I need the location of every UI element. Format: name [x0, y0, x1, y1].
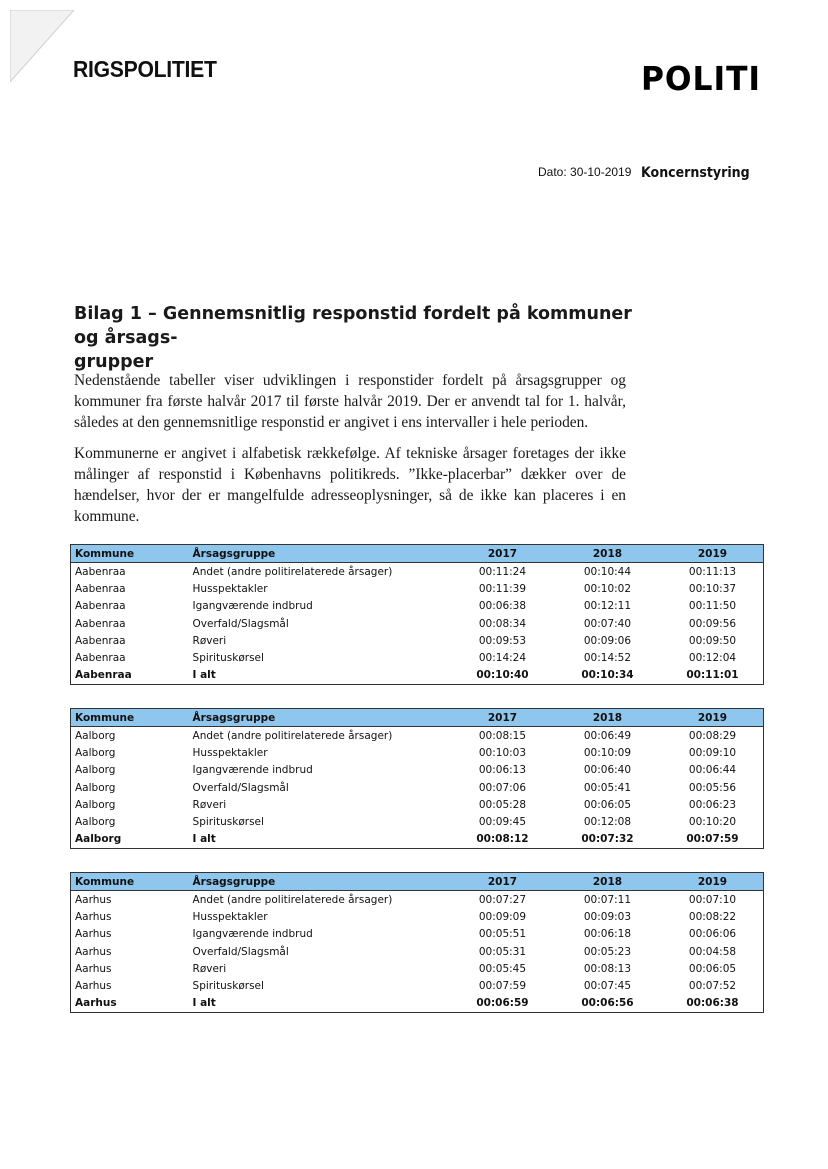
- header-kommune: Kommune: [71, 873, 189, 891]
- response-time-table-aarhus: [70, 872, 764, 1013]
- cell-kommune: Aarhus: [75, 910, 112, 923]
- cell-2018: 00:10:09: [583, 746, 632, 759]
- cell-2017: 00:07:59: [478, 980, 527, 993]
- cell-2019: 00:06:06: [688, 928, 737, 941]
- cell-kommune: Aalborg: [75, 764, 116, 777]
- table-row: [71, 926, 764, 943]
- cell-2017: 00:05:31: [478, 945, 527, 958]
- header-2018: 2018: [553, 545, 658, 563]
- table-row: [71, 632, 764, 649]
- cell-2017: 00:08:15: [478, 729, 527, 742]
- cell-kommune: Aalborg: [75, 729, 116, 742]
- cell-2018: 00:10:34: [581, 669, 634, 682]
- table-row: [71, 563, 764, 581]
- cell-2017: 00:08:34: [478, 617, 527, 630]
- heading-line-1: Bilag 1 – Gennemsnitlig responstid fordelt på kommuner og årsags-: [74, 304, 632, 348]
- table-body: [71, 727, 764, 849]
- cell-2019: 00:06:05: [688, 962, 737, 975]
- department-name: Koncernstyring: [641, 165, 750, 181]
- cell-2017: 00:08:12: [476, 833, 529, 846]
- cell-kommune: Aabenraa: [75, 652, 126, 665]
- cell-2019: 00:09:50: [688, 634, 737, 647]
- cell-2017: 00:07:27: [478, 893, 527, 906]
- cell-arsagsgruppe: Røveri: [192, 634, 227, 647]
- table-total-row: [71, 667, 764, 685]
- table-header-row: [71, 873, 764, 891]
- cell-2019: 00:06:23: [688, 798, 737, 811]
- table-row: [71, 615, 764, 632]
- table-row: [71, 796, 764, 813]
- cell-2019: 00:06:44: [688, 764, 737, 777]
- heading-line-2: grupper: [74, 352, 154, 372]
- cell-kommune: Aarhus: [75, 997, 117, 1010]
- cell-2018: 00:09:03: [583, 910, 632, 923]
- cell-2018: 00:05:23: [583, 945, 632, 958]
- politi-logo: POLITI: [641, 59, 762, 98]
- table-row: [71, 960, 764, 977]
- cell-2019: 00:04:58: [688, 945, 737, 958]
- cell-arsagsgruppe: Andet (andre politirelaterede årsager): [192, 565, 393, 578]
- cell-2018: 00:10:44: [583, 565, 632, 578]
- cell-2018: 00:06:18: [583, 928, 632, 941]
- cell-2018: 00:07:32: [581, 833, 634, 846]
- cell-arsagsgruppe: Røveri: [192, 962, 227, 975]
- header-2017: 2017: [448, 709, 553, 727]
- table-total-row: [71, 995, 764, 1013]
- cell-2018: 00:06:40: [583, 764, 632, 777]
- table-row: [71, 779, 764, 796]
- cell-kommune: Aarhus: [75, 945, 112, 958]
- header-2017: 2017: [448, 545, 553, 563]
- header-arsagsgruppe: Årsagsgruppe: [189, 709, 448, 727]
- cell-2019: 00:10:20: [688, 816, 737, 829]
- cell-2019: 00:06:38: [686, 997, 739, 1010]
- cell-kommune: Aabenraa: [75, 582, 126, 595]
- cell-2019: 00:05:56: [688, 781, 737, 794]
- cell-2018: 00:09:06: [583, 634, 632, 647]
- table-total-row: [71, 831, 764, 849]
- header-2019: 2019: [658, 709, 764, 727]
- header-arsagsgruppe: Årsagsgruppe: [189, 545, 448, 563]
- cell-2017: 00:06:59: [476, 997, 529, 1010]
- header-2019: 2019: [658, 545, 764, 563]
- table-header-row: [71, 545, 764, 563]
- cell-kommune: Aalborg: [75, 833, 122, 846]
- cell-2019: 00:12:04: [688, 652, 737, 665]
- intro-paragraph: Nedenstående tabeller viser udviklingen i responstider fordelt på årsagsgrupper og kommuner fra første halvår 2017 til første halvår 2019. Der er anvendt tal for 1. halvår, således at den gennemsnitlige responstid er angivet i ens intervaller i hele perioden.: [74, 372, 626, 431]
- table-row: [71, 744, 764, 761]
- table-body: [71, 563, 764, 685]
- cell-2017: 00:05:45: [478, 962, 527, 975]
- cell-2019: 00:07:10: [688, 893, 737, 906]
- cell-kommune: Aalborg: [75, 781, 116, 794]
- org-name: RIGSPOLITIET: [73, 56, 217, 82]
- cell-2018: 00:06:49: [583, 729, 632, 742]
- table-row: [71, 977, 764, 994]
- cell-2017: 00:05:28: [478, 798, 527, 811]
- cell-2018: 00:08:13: [583, 962, 632, 975]
- corner-fold-mark: [10, 10, 76, 84]
- table-body: [71, 891, 764, 1013]
- table-row: [71, 762, 764, 779]
- cell-arsagsgruppe: I alt: [192, 669, 216, 682]
- document-date: Dato: 30-10-2019: [538, 165, 632, 179]
- cell-2018: 00:10:02: [583, 582, 632, 595]
- cell-2018: 00:07:11: [583, 893, 632, 906]
- cell-arsagsgruppe: Røveri: [192, 798, 227, 811]
- cell-arsagsgruppe: Husspektakler: [192, 582, 268, 595]
- cell-kommune: Aabenraa: [75, 617, 126, 630]
- cell-2017: 00:09:45: [478, 816, 527, 829]
- table-row: [71, 891, 764, 909]
- cell-arsagsgruppe: Andet (andre politirelaterede årsager): [192, 893, 393, 906]
- cell-arsagsgruppe: Spirituskørsel: [192, 816, 264, 829]
- cell-arsagsgruppe: Spirituskørsel: [192, 652, 264, 665]
- table-row: [71, 908, 764, 925]
- cell-arsagsgruppe: Husspektakler: [192, 910, 268, 923]
- cell-arsagsgruppe: Spirituskørsel: [192, 980, 264, 993]
- table-row: [71, 649, 764, 666]
- cell-arsagsgruppe: Andet (andre politirelaterede årsager): [192, 729, 393, 742]
- header-2019: 2019: [658, 873, 764, 891]
- header-arsagsgruppe: Årsagsgruppe: [189, 873, 448, 891]
- cell-2019: 00:10:37: [688, 582, 737, 595]
- cell-arsagsgruppe: Igangværende indbrud: [192, 928, 313, 941]
- cell-arsagsgruppe: I alt: [192, 997, 216, 1010]
- cell-2017: 00:07:06: [478, 781, 527, 794]
- header-2018: 2018: [553, 709, 658, 727]
- cell-kommune: Aalborg: [75, 798, 116, 811]
- cell-arsagsgruppe: I alt: [192, 833, 216, 846]
- response-time-table-aalborg: [70, 708, 764, 849]
- cell-2019: 00:11:50: [688, 600, 737, 613]
- cell-kommune: Aalborg: [75, 816, 116, 829]
- cell-arsagsgruppe: Igangværende indbrud: [192, 764, 313, 777]
- cell-2019: 00:11:13: [688, 565, 737, 578]
- cell-2017: 00:06:38: [478, 600, 527, 613]
- notes-paragraph: Kommunerne er angivet i alfabetisk rækkefølge. Af tekniske årsager foretages der ikke målinger af responstid i Københavns politikreds. ”Ikke-placerbar” dækker over de hændelser, hvor der er mangelfulde adresseoplysninger, så de ikke kan placeres i en kommune.: [74, 445, 626, 525]
- table-row: [71, 813, 764, 830]
- cell-kommune: Aarhus: [75, 962, 112, 975]
- document-heading: [74, 302, 634, 374]
- cell-2018: 00:05:41: [583, 781, 632, 794]
- cell-2017: 00:09:09: [478, 910, 527, 923]
- table-row: [71, 727, 764, 745]
- cell-2017: 00:09:53: [478, 634, 527, 647]
- cell-2017: 00:10:40: [476, 669, 529, 682]
- cell-2019: 00:08:22: [688, 910, 737, 923]
- cell-2017: 00:11:39: [478, 582, 527, 595]
- cell-2018: 00:06:05: [583, 798, 632, 811]
- cell-2019: 00:09:10: [688, 746, 737, 759]
- cell-2017: 00:05:51: [478, 928, 527, 941]
- cell-kommune: Aabenraa: [75, 600, 126, 613]
- cell-kommune: Aabenraa: [75, 565, 126, 578]
- cell-kommune: Aalborg: [75, 746, 116, 759]
- cell-2018: 00:12:08: [583, 816, 632, 829]
- cell-2017: 00:14:24: [478, 652, 527, 665]
- cell-kommune: Aabenraa: [75, 669, 132, 682]
- cell-2018: 00:14:52: [583, 652, 632, 665]
- cell-2018: 00:06:56: [581, 997, 634, 1010]
- cell-arsagsgruppe: Overfald/Slagsmål: [192, 781, 289, 794]
- header-2018: 2018: [553, 873, 658, 891]
- table-row: [71, 580, 764, 597]
- header-kommune: Kommune: [71, 545, 189, 563]
- cell-kommune: Aarhus: [75, 928, 112, 941]
- response-time-table-aabenraa: [70, 544, 764, 685]
- cell-2018: 00:12:11: [583, 600, 632, 613]
- cell-arsagsgruppe: Husspektakler: [192, 746, 268, 759]
- cell-2019: 00:07:52: [688, 980, 737, 993]
- cell-kommune: Aarhus: [75, 980, 112, 993]
- cell-2017: 00:10:03: [478, 746, 527, 759]
- cell-2019: 00:11:01: [686, 669, 739, 682]
- header-2017: 2017: [448, 873, 553, 891]
- header-kommune: Kommune: [71, 709, 189, 727]
- table-header-row: [71, 709, 764, 727]
- cell-2018: 00:07:45: [583, 980, 632, 993]
- table-row: [71, 598, 764, 615]
- cell-kommune: Aabenraa: [75, 634, 126, 647]
- cell-2017: 00:11:24: [478, 565, 527, 578]
- cell-2019: 00:07:59: [686, 833, 739, 846]
- cell-2018: 00:07:40: [583, 617, 632, 630]
- cell-arsagsgruppe: Overfald/Slagsmål: [192, 945, 289, 958]
- cell-kommune: Aarhus: [75, 893, 112, 906]
- cell-arsagsgruppe: Igangværende indbrud: [192, 600, 313, 613]
- table-row: [71, 943, 764, 960]
- cell-2017: 00:06:13: [478, 764, 527, 777]
- cell-arsagsgruppe: Overfald/Slagsmål: [192, 617, 289, 630]
- cell-2019: 00:09:56: [688, 617, 737, 630]
- cell-2019: 00:08:29: [688, 729, 737, 742]
